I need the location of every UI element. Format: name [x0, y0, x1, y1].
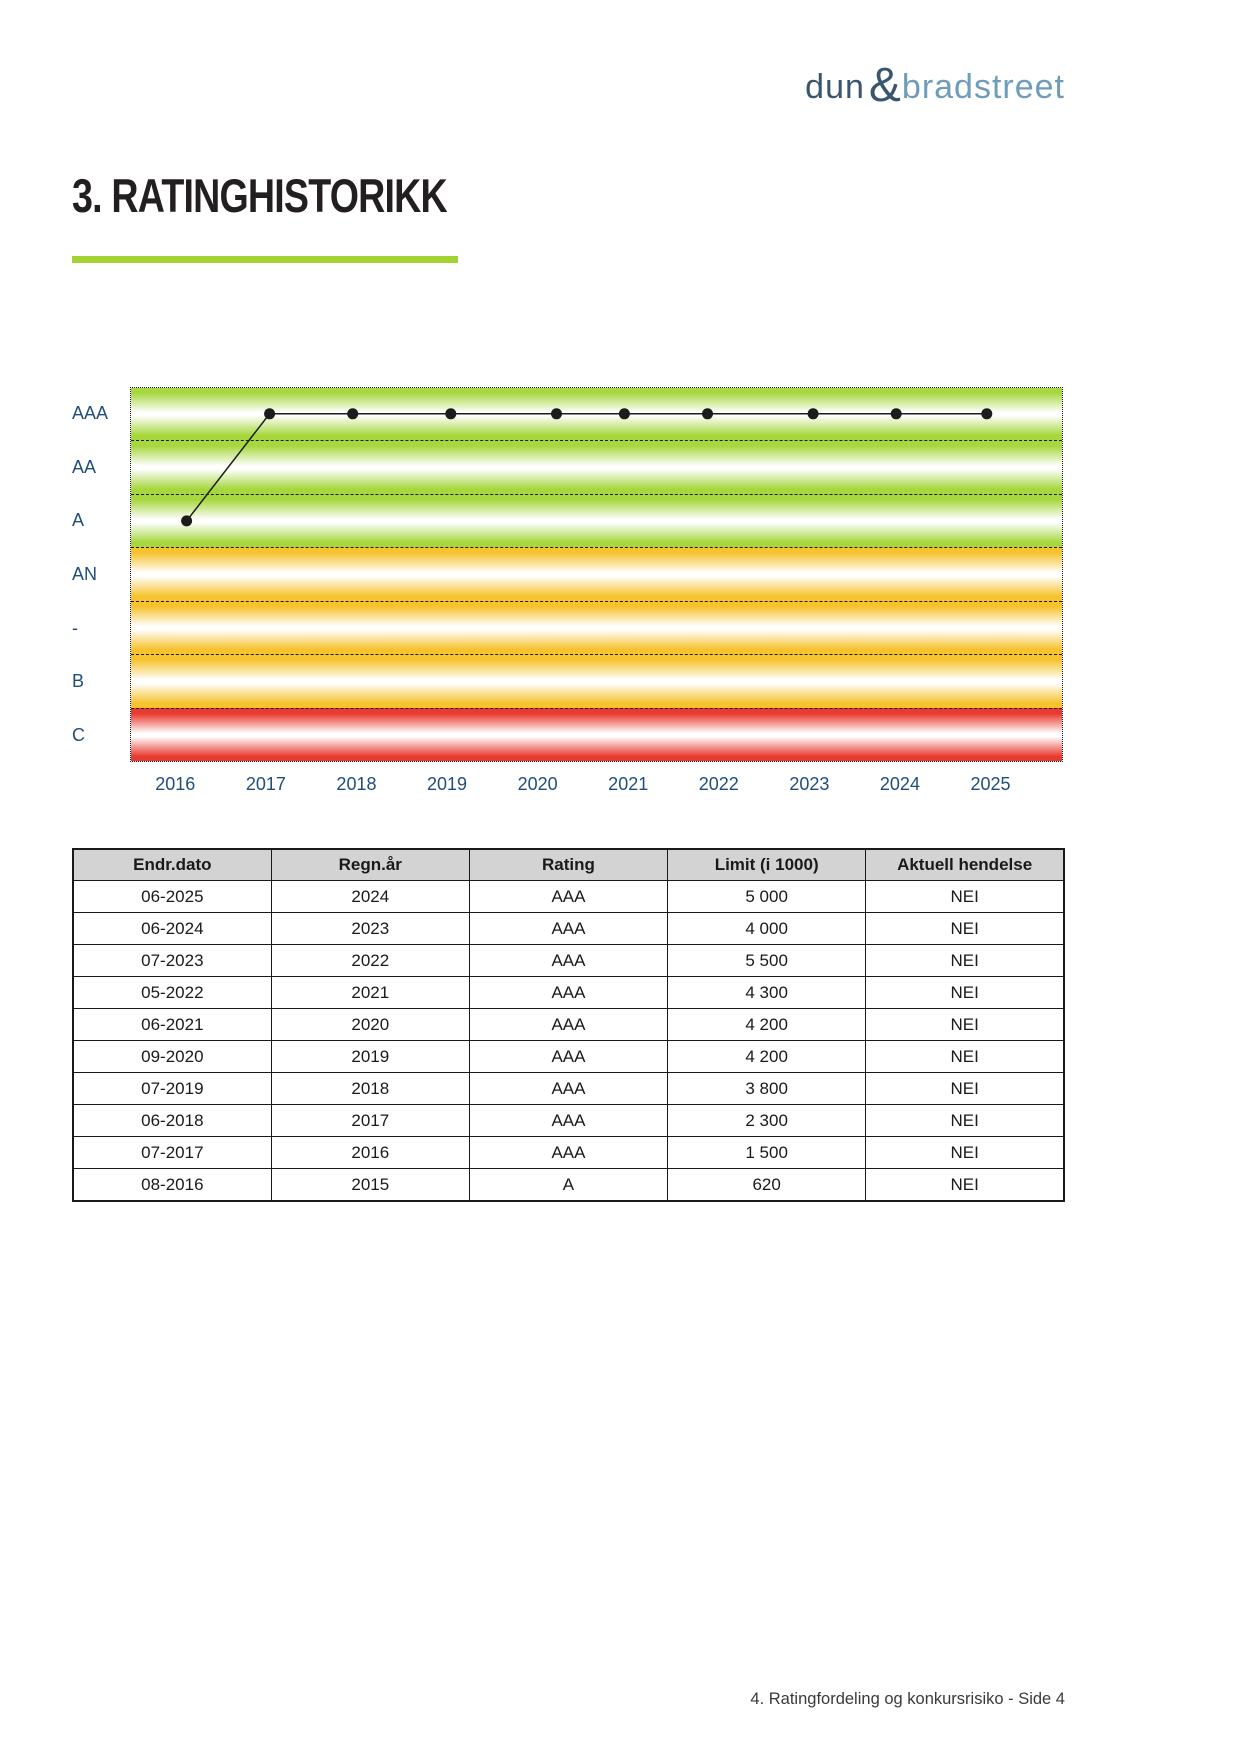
x-axis-tick-label: 2020	[517, 774, 558, 794]
table-row	[73, 1169, 1064, 1202]
table-cell: 4 200	[668, 1041, 866, 1073]
table-cell: 5 000	[668, 881, 866, 913]
chart-band-an	[131, 547, 1062, 600]
y-axis-tick-label: AN	[72, 564, 98, 584]
table-cell: 08-2016	[73, 1169, 271, 1202]
table-cell: 2015	[271, 1169, 469, 1202]
table-cell: 5 500	[668, 945, 866, 977]
table-cell: AAA	[469, 881, 667, 913]
table-cell: NEI	[866, 1169, 1064, 1202]
y-axis-tick-label: C	[72, 724, 85, 745]
table-header-row	[73, 849, 1064, 881]
table-cell: AAA	[469, 1009, 667, 1041]
table-row	[73, 913, 1064, 945]
table-cell: 06-2018	[73, 1105, 271, 1137]
chart-plot-area	[130, 387, 1063, 762]
table-cell: 620	[668, 1169, 866, 1202]
table-cell: AAA	[469, 977, 667, 1009]
table-cell: 07-2023	[73, 945, 271, 977]
chart-band-aa	[131, 440, 1062, 493]
table-cell: 2018	[271, 1073, 469, 1105]
chart-band-b	[131, 654, 1062, 707]
table-cell: NEI	[866, 977, 1064, 1009]
table-cell: NEI	[866, 1073, 1064, 1105]
chart-band-c	[131, 708, 1062, 761]
table-row	[73, 945, 1064, 977]
x-axis-tick-label: 2024	[879, 774, 920, 794]
table-cell: 07-2017	[73, 1137, 271, 1169]
table-cell: NEI	[866, 913, 1064, 945]
table-cell: A	[469, 1169, 667, 1202]
table-cell: AAA	[469, 1041, 667, 1073]
x-axis-tick-label: 2023	[789, 774, 830, 794]
table-cell: NEI	[866, 881, 1064, 913]
x-axis-tick-label: 2019	[427, 774, 468, 794]
table-row	[73, 1009, 1064, 1041]
page-footer: 4. Ratingfordeling og konkursrisiko - Side 4	[750, 1690, 1065, 1708]
table-cell: 06-2024	[73, 913, 271, 945]
table-cell: AAA	[469, 913, 667, 945]
table-cell: 2 300	[668, 1105, 866, 1137]
table-header-cell: Limit (i 1000)	[668, 849, 866, 881]
x-axis-tick-label: 2022	[698, 774, 739, 794]
table-row	[73, 1105, 1064, 1137]
x-axis-tick-label: 2016	[155, 774, 196, 794]
table-header-cell: Regn.år	[271, 849, 469, 881]
table-cell: 4 000	[668, 913, 866, 945]
table-row	[73, 1137, 1064, 1169]
chart-band-aaa	[131, 388, 1062, 440]
table-row	[73, 1073, 1064, 1105]
table-cell: 2020	[271, 1009, 469, 1041]
table-cell: 07-2019	[73, 1073, 271, 1105]
table-cell: 2024	[271, 881, 469, 913]
table-cell: AAA	[469, 1137, 667, 1169]
logo-text-bradstreet: bradstreet	[901, 68, 1065, 106]
ampersand-icon: &	[868, 59, 901, 112]
x-axis-tick-label: 2025	[970, 774, 1011, 794]
table-cell: 06-2021	[73, 1009, 271, 1041]
table-cell: 4 200	[668, 1009, 866, 1041]
y-axis-tick-label: -	[72, 617, 78, 638]
y-axis-tick-label: B	[72, 671, 85, 692]
table-cell: NEI	[866, 945, 1064, 977]
table-header-cell: Endr.dato	[73, 849, 271, 881]
table-cell: 2017	[271, 1105, 469, 1137]
x-axis-tick-label: 2018	[336, 774, 377, 794]
y-axis-tick-label: AA	[72, 456, 97, 477]
chart-band-dash	[131, 601, 1062, 654]
table-cell: 2021	[271, 977, 469, 1009]
table-cell: 2016	[271, 1137, 469, 1169]
x-axis-tick-label: 2021	[608, 774, 649, 794]
table-cell: NEI	[866, 1105, 1064, 1137]
table-cell: 09-2020	[73, 1041, 271, 1073]
table-header-cell: Aktuell hendelse	[866, 849, 1064, 881]
table-cell: 2023	[271, 913, 469, 945]
table-cell: 1 500	[668, 1137, 866, 1169]
y-axis-tick-label: A	[72, 510, 85, 531]
x-axis-tick-label: 2017	[245, 774, 286, 794]
table-cell: NEI	[866, 1041, 1064, 1073]
table-cell: AAA	[469, 1073, 667, 1105]
table-cell: 06-2025	[73, 881, 271, 913]
table-cell: 4 300	[668, 977, 866, 1009]
logo-text-dun: dun	[805, 68, 865, 106]
table-cell: NEI	[866, 1137, 1064, 1169]
table-row	[73, 881, 1064, 913]
table-row	[73, 1041, 1064, 1073]
table-cell: AAA	[469, 945, 667, 977]
table-header-cell: Rating	[469, 849, 667, 881]
rating-history-table	[72, 848, 1065, 1202]
table-cell: 2022	[271, 945, 469, 977]
table-cell: 3 800	[668, 1073, 866, 1105]
table-cell: AAA	[469, 1105, 667, 1137]
table-cell: 05-2022	[73, 977, 271, 1009]
table-cell: NEI	[866, 1009, 1064, 1041]
page-title: 3. RATINGHISTORIKK	[72, 169, 447, 222]
chart-band-a	[131, 494, 1062, 547]
table-cell: 2019	[271, 1041, 469, 1073]
dun-and-bradstreet-logo	[805, 59, 1065, 112]
y-axis-tick-label: AAA	[72, 403, 109, 424]
title-accent-bar	[72, 256, 458, 263]
table-row	[73, 977, 1064, 1009]
